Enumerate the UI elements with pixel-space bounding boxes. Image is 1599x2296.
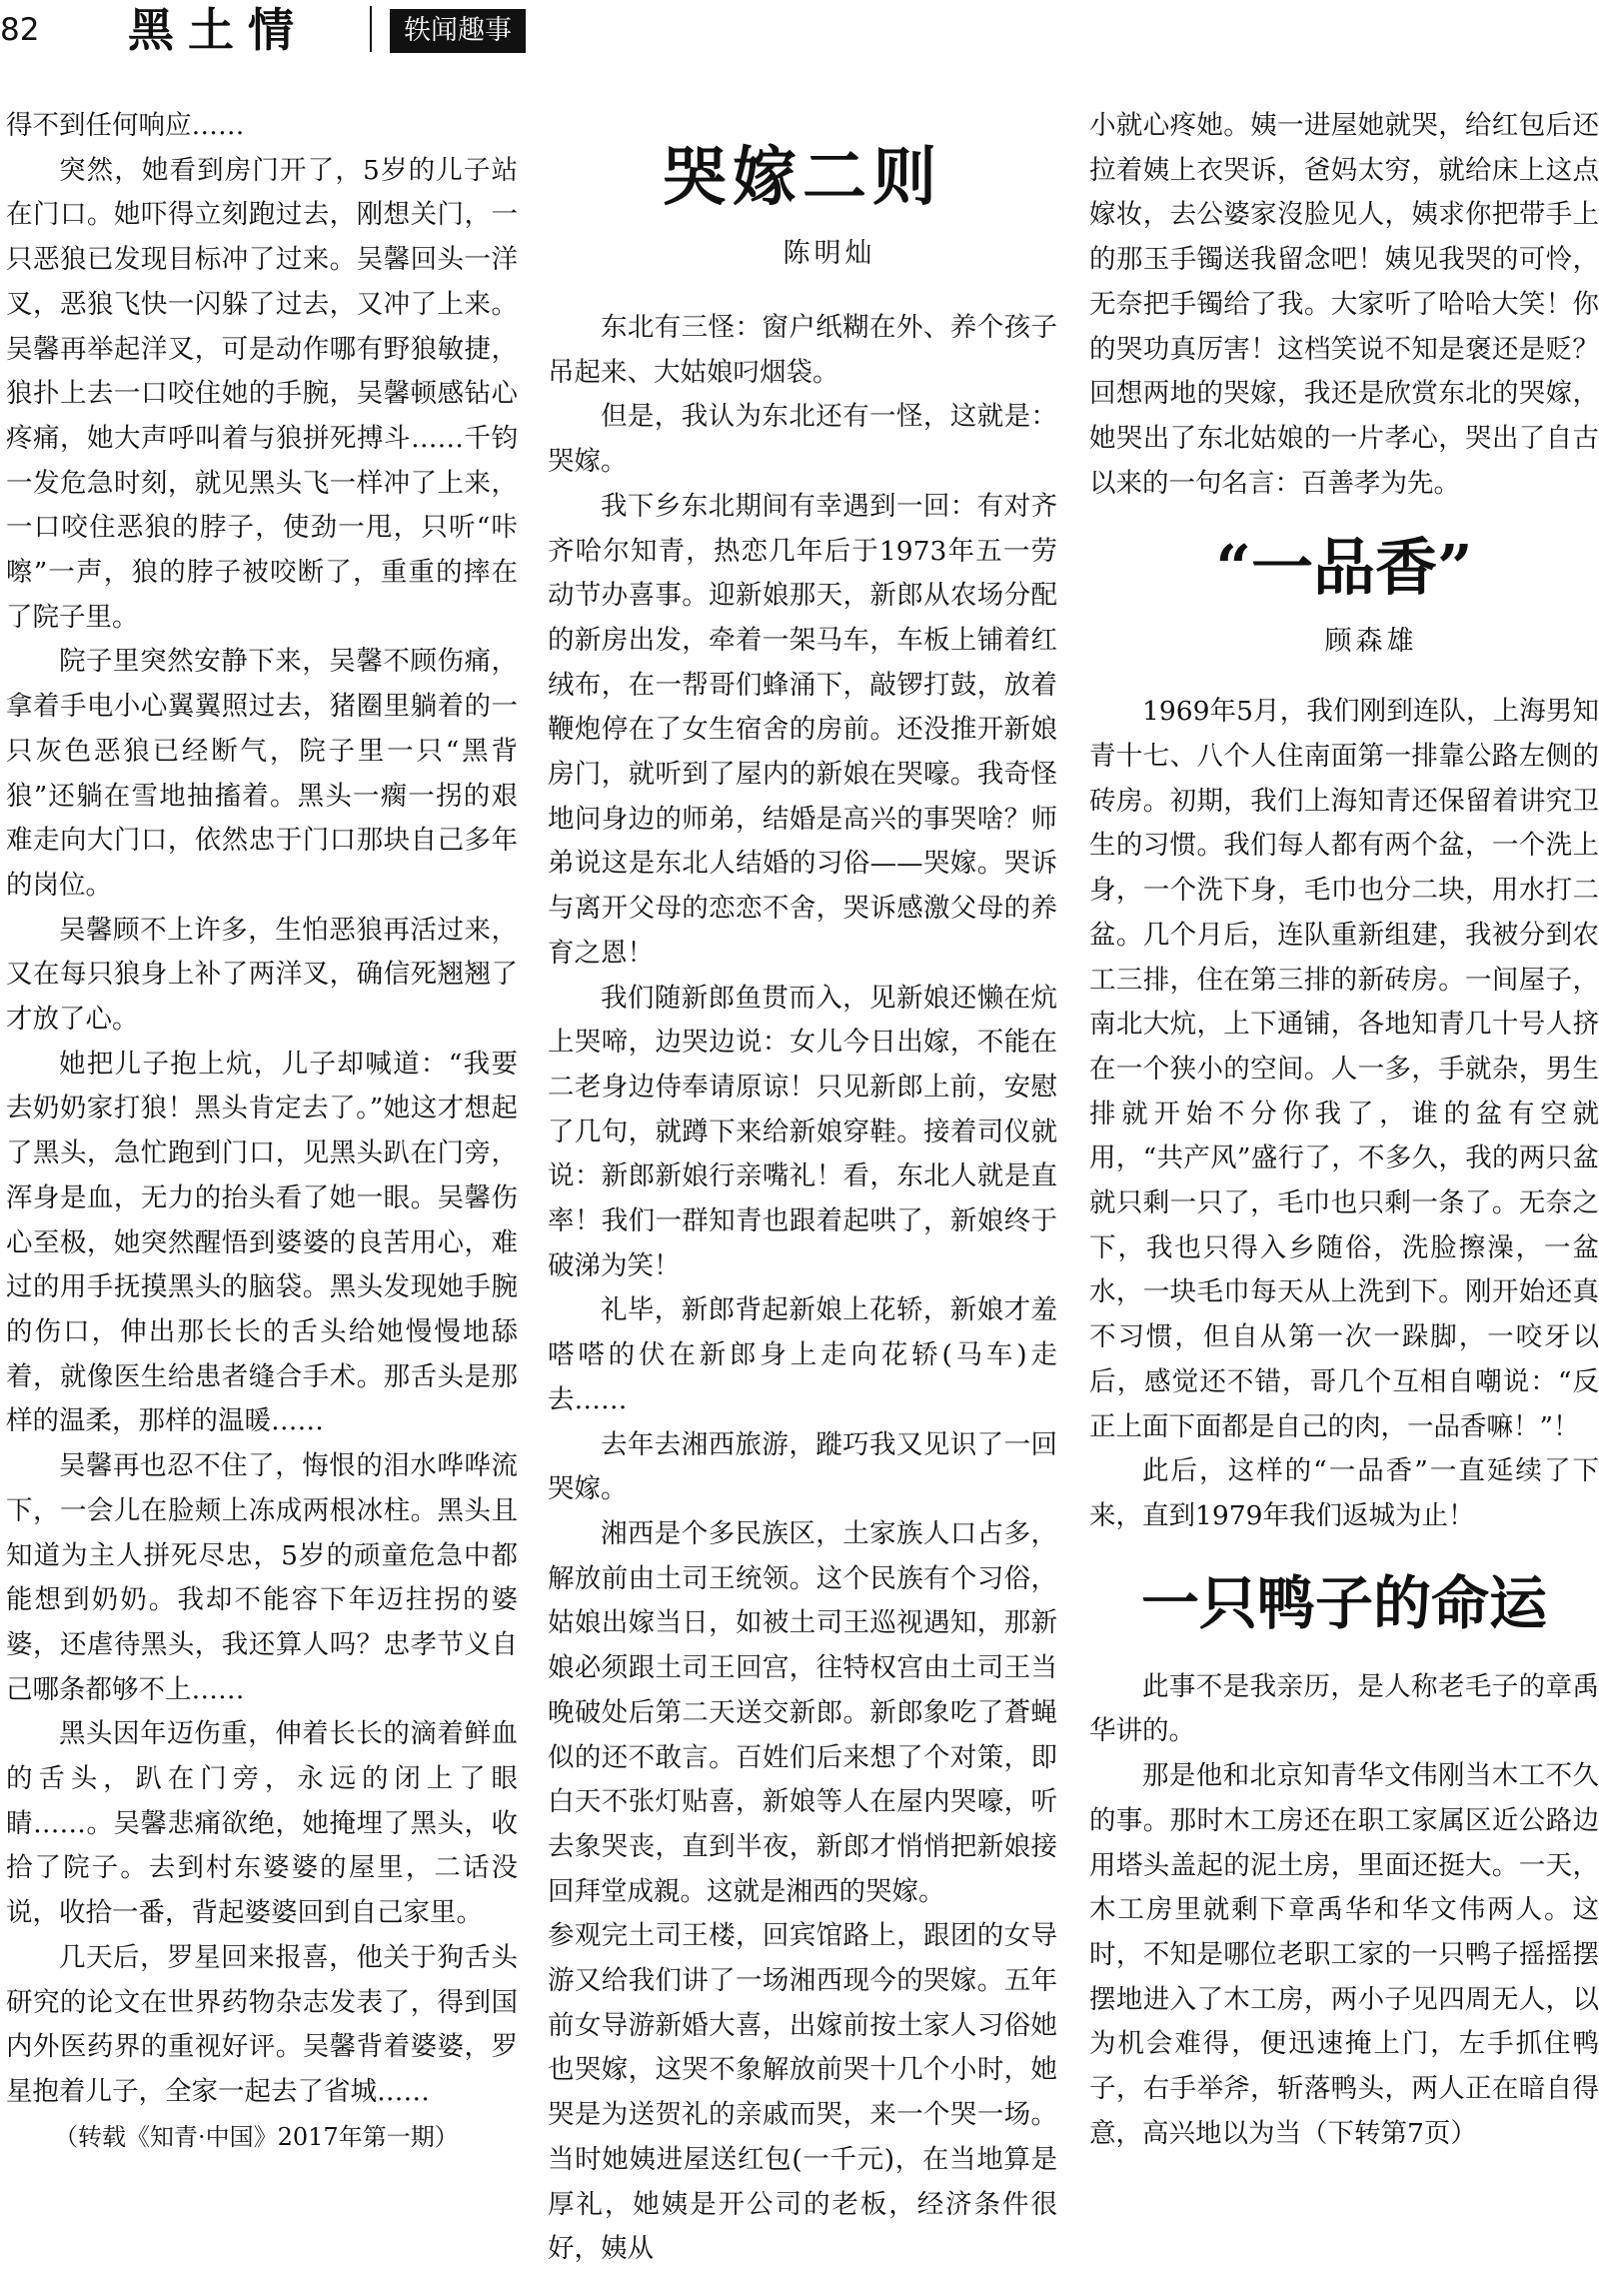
text-column-3 [1089, 104, 1599, 2156]
article-title: 一只鸭子的命运 [1140, 1568, 1547, 1637]
story4-paragraph-text: 那是他和北京知青华文伟刚当木工不久的事。那时木工房还在职工家属区近公路边用塔头盖起的泥土房，里面还挺大。一天，木工房里就剩下章禹华和华文伟两人。这时，不知是哪位老职工家的一只鸭子摇摇摆摆地进入了木工房，两小子见四周无人，以为机会难得，便迅速掩上门，左手抓住鸭子，右手举斧，斩落鸭头，两人正在暗自得意，高兴地以为当 [1089, 1760, 1599, 2149]
story2-paragraph: 湘西是个多民族区，土家族人口占多，解放前由土司王统领。这个民族有个习俗，姑娘出嫁当日，如被土司王巡视遇知，那新娘必须跟土司王回宫，往特权宫由土司王当晚破处后第二天送交新郎。新郎象吃了蒼蝇似的还不敢言。百姓们后来想了个对策，即白天不张灯贴喜，新娘等人在屋内哭嚎，听去象哭丧，直到半夜，新郎才悄悄把新娘接回拜堂成親。这就是湘西的哭嫁。 [548, 1517, 1057, 1907]
story4-paragraph: 此事不是我亲历，是人称老毛子的章禹华讲的。 [1089, 1670, 1599, 1747]
article-author: 陈明灿 [783, 238, 876, 269]
story1-paragraph: 几天后，罗星回来报喜，他关于狗舌头研究的论文在世界药物杂志发表了，得到国内外医药界的重视好评。吴馨背着婆婆，罗星抱着儿子，全家一起去了省城…… [6, 1941, 518, 2107]
masthead-logo: 黑土情 [128, 3, 308, 57]
article-title: 哭嫁二则 [663, 140, 942, 215]
story1-paragraph: 院子里突然安静下来，吴馨不顾伤痛，拿着手电小心翼翼照过去，猪圈里躺着的一只灰色恶狼已经断气，院子里一只“黑背狼”还躺在雪地抽搐着。黑头一瘸一拐的艰难走向大门口，依然忠于门口那块自己多年的岗位。 [6, 646, 518, 901]
continued-note: （下转第7页） [1301, 2117, 1477, 2149]
story3-paragraph: 1969年5月，我们刚到连队，上海男知青十七、八个人住南面第一排靠公路左侧的砖房。初期，我们上海知青还保留着讲究卫生的习惯。我们每人都有两个盆，一个洗上身，一个洗下身，毛巾也分二块，用水打二盆。几个月后，连队重新组建，我被分到农工三排，住在第三排的新砖房。一间屋子，南北大炕，上下通铺，各地知青几十号人挤在一个狭小的空间。人一多，手就杂，男生排就开始不分你我了，谁的盆有空就用，“共产风”盛行了，不多久，我的两只盆就只剩一只了，毛巾也只剩一条了。无奈之下，我也只得入乡随俗，洗脸擦澡，一盆水，一块毛巾每天从上洗到下。刚开始还真不习惯，但自从第一次一跺脚，一咬牙以后，感觉还不错，哥几个互相自嘲说：“反正上面下面都是自己的肉，一品香嘛！”！ [1089, 696, 1599, 1442]
source-note: （转载《知青·中国》2017年第一期） [54, 2122, 459, 2151]
article-title: “一品香” [1215, 531, 1473, 605]
story2-paragraph: 礼毕，新郎背起新娘上花轿，新娘才羞嗒嗒的伏在新郎身上走向花轿(马车)走去…… [548, 1294, 1057, 1415]
story1-paragraph: 得不到任何响应…… [6, 110, 245, 141]
story2-paragraph: 去年去湘西旅游，蹝巧我又见识了一回哭嫁。 [548, 1428, 1057, 1505]
story2-paragraph: 我们随新郎鱼贯而入，见新娘还懒在炕上哭啼，边哭边说：女儿今日出嫁，不能在二老身边侍奉请原谅！只见新郎上前，安慰了几句，就蹲下来给新娘穿鞋。接着司仪就说：新郎新娘行亲嘴礼！看，东北人就是直率！我们一群知青也跟着起哄了，新娘终于破涕为笑！ [548, 982, 1057, 1281]
story2-paragraph: 东北有三怪：窗户纸糊在外、养个孩子吊起来、大姑娘叼烟袋。 [548, 312, 1057, 388]
masthead-divider [370, 6, 372, 52]
article-author: 顾森雄 [1324, 626, 1418, 658]
page-number: 82 [0, 12, 40, 48]
story1-paragraph: 吴馨顾不上许多，生怕恶狼再活过来，又在每只狼身上补了两洋叉，确信死翘翘了才放了心。 [6, 914, 518, 1036]
text-column-2 [548, 104, 1057, 2272]
story2-paragraph: 我下乡东北期间有幸遇到一回：有对齐齐哈尔知青，热恋几年后于1973年五一劳动节办喜事。迎新娘那天，新郎从农场分配的新房出发，牵着一架马车，车板上铺着红绒布，在一帮哥们蜂涌下，敲锣打鼓，放着鞭炮停在了女生宿舍的房前。还没推开新娘房门，就听到了屋内的新娘在哭嚎。我奇怪地问身边的师弟，结婚是高兴的事哭啥？师弟说这是东北人结婚的习俗——哭嫁。哭诉与离开父母的恋恋不舍，哭诉感激父母的养育之恩！ [548, 490, 1057, 969]
story1-paragraph: 突然，她看到房门开了，5岁的儿子站在门口。她吓得立刻跑过去，刚想关门，一只恶狼已发现目标冲了过来。吴馨回头一洋叉，恶狼飞快一闪躲了过去，又冲了上来。吴馨再举起洋叉，可是动作哪有野狼敏捷，狼扑上去一口咬住她的手腕，吴馨顿感钻心疼痛，她大声呼叫着与狼拼死搏斗……千钧一发危急时刻，就见黑头飞一样冲了上来，一口咬住恶狼的脖子，使劲一甩，只听“咔嚓”一声，狼的脖子被咬断了，重重的摔在了院子里。 [6, 154, 518, 633]
story2-paragraph: 参观完土司王楼，回宾馆路上，跟团的女导游又给我们讲了一场湘西现今的哭嫁。五年前女导游新婚大喜，出嫁前按土家人习俗她也哭嫁，这哭不象解放前哭十几个小时，她哭是为送贺礼的亲戚而哭，来一个哭一场。当时她姨进屋送红包(一千元)，在当地算是厚礼，她姨是开公司的老板，经济条件很好，姨从 [548, 1920, 1057, 2265]
story2-paragraph: 但是，我认为东北还有一怪，这就是：哭嫁。 [548, 401, 1057, 478]
story3-paragraph: 此后，这样的“一品香”一直延续了下来，直到1979年我们返城为止！ [1089, 1455, 1599, 1531]
story1-paragraph: 黑头因年迈伤重，伸着长长的滴着鲜血的舌头，趴在门旁，永远的闭上了眼睛……。吴馨悲痛欲绝，她掩埋了黑头，收拾了院子。去到村东婆婆的屋里，二话没说，收拾一番，背起婆婆回到自己家里。 [6, 1718, 518, 1929]
column-label: 轶闻趣事 [390, 9, 526, 53]
text-column-1 [6, 104, 518, 2159]
page-header [0, 0, 1599, 60]
story2-paragraph: 小就心疼她。姨一进屋她就哭，给红包后还拉着姨上衣哭诉，爸妈太穷，就给床上这点嫁妆，去公婆家沒脸见人，姨求你把带手上的那玉手镯送我留念吧！姨见我哭的可怜，无奈把手镯给了我。大家听了哈哈大笑！你的哭功真厉害！这档笑说不知是褒还是贬？回想两地的哭嫁，我还是欣赏东北的哭嫁，她哭出了东北姑娘的一片孝心，哭出了自古以来的一句名言：百善孝为先。 [1089, 110, 1599, 499]
story1-paragraph: 她把儿子抱上炕，儿子却喊道：“我要去奶奶家打狼！黑头肯定去了。”她这才想起了黑头，急忙跑到门口，见黑头趴在门旁，浑身是血，无力的抬头看了她一眼。吴馨伤心至极，她突然醒悟到婆婆的良苦用心，难过的用手抚摸黑头的脑袋。黑头发现她手腕的伤口，伸出那长长的舌头给她慢慢地舔着，就像医生给患者缝合手术。那舌头是那样的温柔，那样的温暖…… [6, 1048, 518, 1437]
story4-paragraph [1089, 1754, 1599, 2156]
story1-paragraph: 吴馨再也忍不住了，悔恨的泪水哗哗流下，一会儿在脸颊上冻成两根冰柱。黑头且知道为主人拼死尽忠，5岁的顽童危急中都能想到奶奶。我却不能容下年迈拄拐的婆婆，还虐待黑头，我还算人吗？忠孝节义自己哪条都够不上…… [6, 1450, 518, 1705]
